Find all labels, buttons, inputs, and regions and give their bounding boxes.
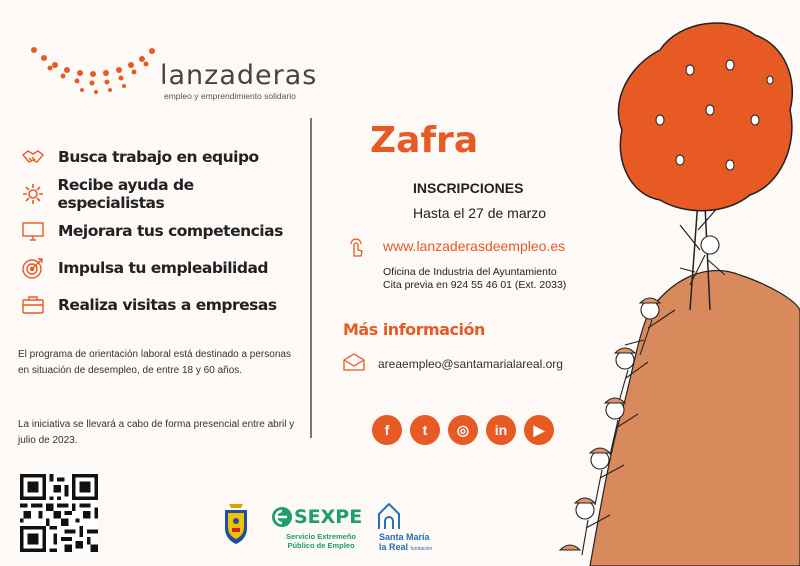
sexpe-sub-line-2: Público de Empleo xyxy=(287,541,355,550)
office-line-1: Oficina de Industria del Ayuntamiento xyxy=(383,266,557,278)
divider xyxy=(310,118,312,438)
target-icon xyxy=(20,255,46,281)
brand-tagline: empleo y emprendimiento solidario xyxy=(164,91,296,101)
feature-item xyxy=(20,175,300,212)
office-line-2: Cita previa en 924 55 46 01 (Ext. 2033) xyxy=(383,279,567,291)
pointer-click-icon xyxy=(346,236,366,263)
office-info xyxy=(383,266,566,292)
partner-logos xyxy=(222,502,462,554)
smr-line-2-text: la Real xyxy=(379,542,409,552)
linkedin-icon[interactable]: in xyxy=(486,415,516,445)
website-link[interactable]: www.lanzaderasdeempleo.es xyxy=(383,238,566,254)
feature-label: Mejorara tus competencias xyxy=(58,221,283,240)
facebook-icon[interactable]: f xyxy=(372,415,402,445)
sexpe-sub-line-1: Servicio Extremeño xyxy=(285,532,357,541)
feature-item xyxy=(20,138,300,175)
smr-line-1: Santa María xyxy=(379,532,430,542)
feature-label: Busca trabajo en equipo xyxy=(58,147,259,166)
youtube-icon[interactable]: ▶ xyxy=(524,415,554,445)
inscriptions-date: Hasta el 27 de marzo xyxy=(413,205,547,221)
tree-climbers-illustration xyxy=(540,10,800,566)
sexpe-e-icon xyxy=(272,505,292,529)
social-links xyxy=(372,415,554,445)
description-paragraph-1: El programa de orientación laboral está destinado a personas en situación de desempleo, de entre 18 y 60 años. xyxy=(18,349,291,376)
handshake-icon xyxy=(20,144,46,170)
features-list xyxy=(20,138,300,323)
feature-label: Realiza visitas a empresas xyxy=(58,295,277,314)
description-paragraph-2: La iniciativa se llevará a cabo de forma presencial entre abril y julio de 2023. xyxy=(18,419,295,446)
sexpe-subtitle xyxy=(276,532,366,550)
inscriptions-title: INSCRIPCIONES xyxy=(413,180,524,196)
zafra-shield-icon xyxy=(222,502,250,546)
brand-name: lanzaderas xyxy=(160,60,318,91)
santa-maria-building-icon xyxy=(376,502,402,530)
mail-icon xyxy=(342,352,366,377)
sexpe-title: SEXPE xyxy=(294,506,363,528)
smr-sub: fundación xyxy=(410,546,433,552)
feature-label: Recibe ayuda de especialistas xyxy=(57,175,194,212)
gear-icon xyxy=(20,181,45,207)
city-title: Zafra xyxy=(370,120,479,161)
more-info-title: Más información xyxy=(343,320,485,339)
feature-item xyxy=(20,212,300,249)
qr-code xyxy=(20,474,98,552)
feature-label: Impulsa tu empleabilidad xyxy=(58,258,269,277)
monitor-icon xyxy=(20,218,46,244)
feature-item xyxy=(20,286,300,323)
smr-line-2 xyxy=(379,542,432,554)
twitter-icon[interactable]: t xyxy=(410,415,440,445)
email-link[interactable]: areaempleo@santamarialareal.org xyxy=(378,357,563,371)
feature-item xyxy=(20,249,300,286)
instagram-icon[interactable]: ◎ xyxy=(448,415,478,445)
briefcase-icon xyxy=(20,292,46,318)
santa-maria-name xyxy=(379,532,432,554)
